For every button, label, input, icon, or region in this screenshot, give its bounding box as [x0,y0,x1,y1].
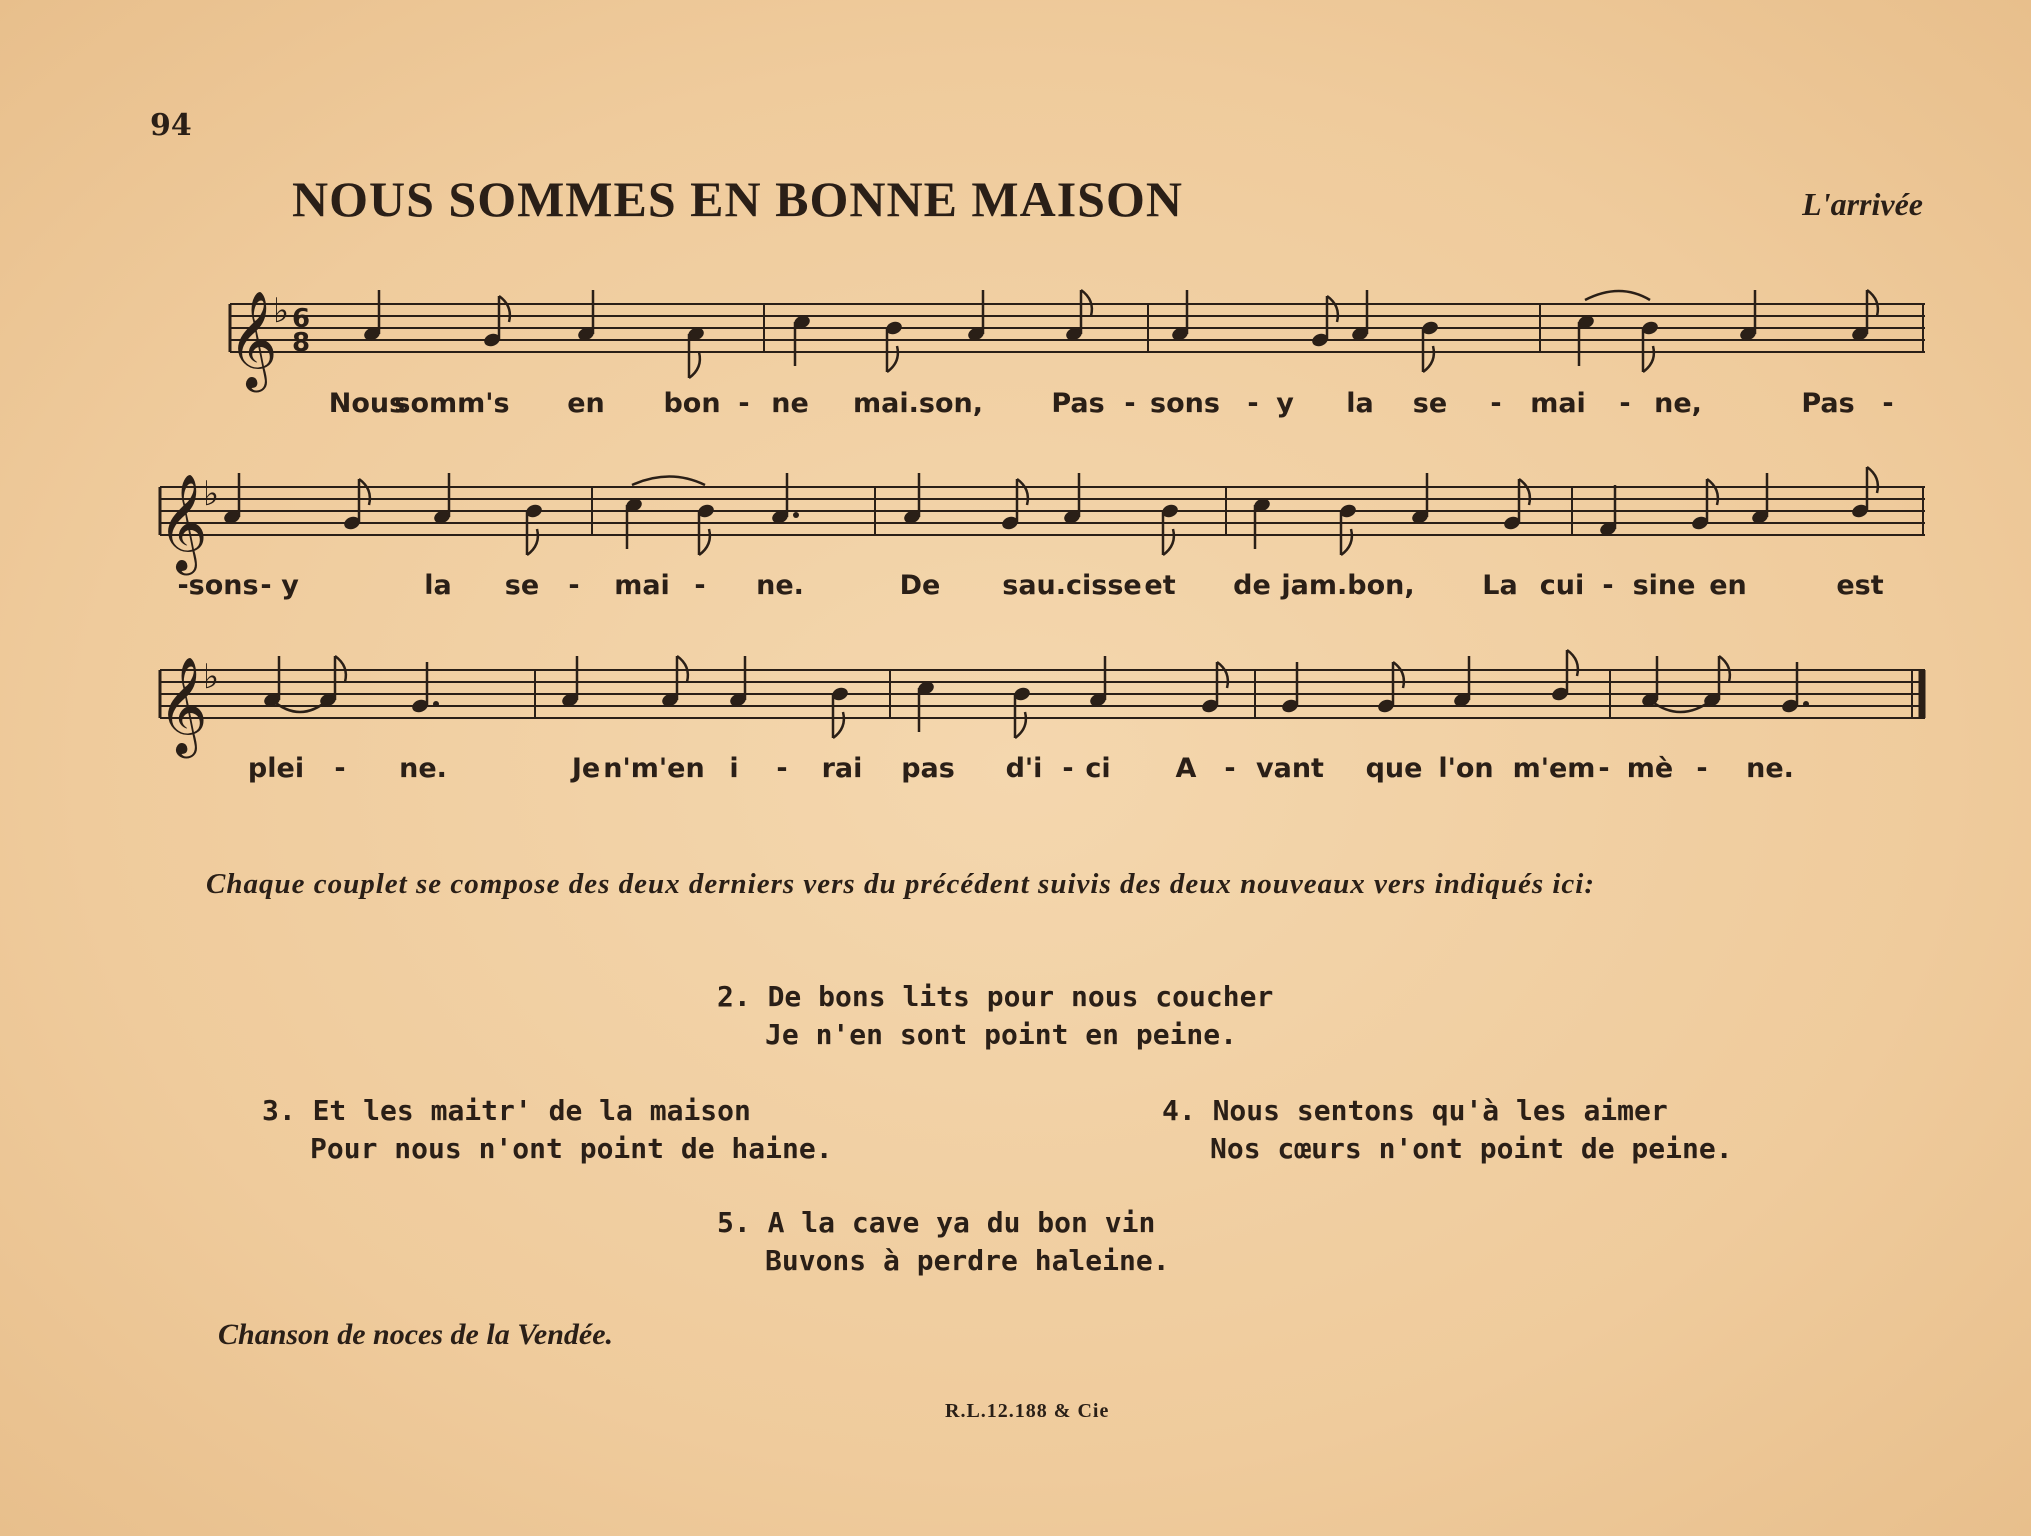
staff-2 [160,487,1925,535]
flat-sign-icon: ♭ [203,474,220,514]
lyric-syllable: - [1598,753,1610,784]
lyric-syllable: la [1346,388,1374,419]
staff-3 [160,670,1925,718]
lyric-syllable: ne, [1654,388,1702,419]
source-note: Chanson de noces de la Vendée. [218,1318,614,1351]
verse-4 [1162,1092,1733,1168]
lyric-syllable: en [1709,570,1747,601]
lyric-syllable: est [1836,570,1884,601]
lyric-syllable: et [1144,570,1176,601]
lyric-syllable: vant [1256,753,1324,784]
lyric-syllable: l'on [1438,753,1494,784]
lyric-syllable: plei [247,753,305,784]
lyric-syllable: ci [1085,753,1111,784]
lyric-syllable: se [1412,388,1448,419]
lyric-syllable: jam.bon, [1281,570,1415,601]
lyric-syllable: rai [821,753,863,784]
ties [272,291,1712,712]
note [1338,503,1357,555]
lyric-syllable: en [567,388,605,419]
lyric-syllable: - [694,570,706,601]
lyric-syllable: - [1696,753,1708,784]
lyric-syllable: se [504,570,540,601]
time-signature-bottom-icon: 8 [292,328,311,358]
lyric-syllable: Pas [1051,388,1105,419]
lyrics-system-1 [329,388,1894,419]
note [696,503,715,555]
lyric-syllable: i [729,753,739,784]
lyric-syllable: bon [663,388,721,419]
lyric-syllable: - [1062,753,1074,784]
note [830,686,849,738]
verse-number: 5. [717,1206,751,1239]
verse-line: Nous sentons qu'à les aimer [1212,1094,1668,1127]
note [1160,503,1179,555]
song-subtitle: L'arrivée [1802,186,1923,222]
lyric-syllable: y [281,570,299,601]
lyric-syllable: ne [771,388,809,419]
verse-2 [717,978,1273,1054]
lyrics-system-2 [177,570,1883,601]
lyric-syllable: - [776,753,788,784]
lyric-syllable: sons [1150,388,1220,419]
lyric-syllable: que [1365,753,1423,784]
lyric-syllable: ne. [756,570,804,601]
treble-clef-icon: 𝄞 [158,473,208,571]
verse-line: Et les maitr' de la maison [312,1094,751,1127]
time-signature-top-icon: 6 [292,304,311,334]
lyric-syllable: - [1224,753,1236,784]
printer-mark: R.L.12.188 & Cie [945,1400,1110,1422]
lyric-syllable: sine [1632,570,1696,601]
lyric-syllable: n'm'en [603,753,705,784]
lyrics-system-3 [248,753,1794,784]
verse-line: Je n'en sont point en peine. [765,1018,1238,1051]
song-title: NOUS SOMMES EN BONNE MAISON [292,171,1183,227]
flat-sign-icon: ♭ [273,291,290,331]
lyric-syllable: sau.cisse [1002,570,1142,601]
lyric-syllable: A [1175,753,1197,784]
lyric-syllable: la [424,570,452,601]
lyric-syllable: De [899,570,941,601]
note [1012,686,1031,738]
lyric-syllable: - [738,388,750,419]
lyric-syllable: mai [614,570,670,601]
lyric-syllable: La [1482,570,1518,601]
lyric-syllable: - [1619,388,1631,419]
lyric-syllable: m'em [1512,753,1596,784]
verse-instruction: Chaque couplet se compose des deux derniers vers du précédent suivis des deux nouveaux vers indiqués ici: [206,868,1596,900]
lyric-syllable: somm's [394,388,510,419]
note [1640,320,1659,372]
lyric-syllable: - [1602,570,1614,601]
lyric-syllable: d'i [1005,753,1043,784]
lyric-syllable: - [1247,388,1259,419]
verse-line: Pour nous n'ont point de haine. [310,1132,833,1165]
lyric-syllable: - [1882,388,1894,419]
lyric-syllable: - [1124,388,1136,419]
verse-number: 2. [717,980,751,1013]
lyric-syllable: - [568,570,580,601]
lyric-syllable: - [334,753,346,784]
lyric-syllable: y [1276,388,1294,419]
lyric-syllable: - [1490,388,1502,419]
note [1420,320,1439,372]
verse-number: 3. [262,1094,296,1127]
lyric-syllable: pas [901,753,955,784]
page-number: 94 [150,108,192,143]
verse-line: A la cave ya du bon vin [767,1206,1156,1239]
verse-line: De bons lits pour nous coucher [767,980,1274,1013]
lyric-syllable: mè [1626,753,1674,784]
lyric-syllable: Pas [1801,388,1855,419]
verse-5 [717,1204,1170,1280]
lyric-syllable: -sons [177,570,259,601]
verse-number: 4. [1162,1094,1196,1127]
lyric-syllable: ne. [1746,753,1794,784]
lyric-syllable: Nous [328,388,406,419]
note [884,320,903,372]
lyric-syllable: - [260,570,272,601]
verse-line: Buvons à perdre haleine. [765,1244,1170,1277]
lyric-syllable: cui [1539,570,1585,601]
treble-clef-icon: 𝄞 [228,290,278,388]
lyric-syllable: Je [571,753,601,784]
verse-3 [262,1092,833,1168]
flat-sign-icon: ♭ [203,657,220,697]
lyric-syllable: de [1233,570,1271,601]
treble-clef-icon: 𝄞 [158,656,208,754]
lyric-syllable: mai [1530,388,1586,419]
lyric-syllable: ne. [399,753,447,784]
note [524,503,543,555]
verse-line: Nos cœurs n'ont point de peine. [1210,1132,1733,1165]
lyric-syllable: mai.son, [853,388,983,419]
